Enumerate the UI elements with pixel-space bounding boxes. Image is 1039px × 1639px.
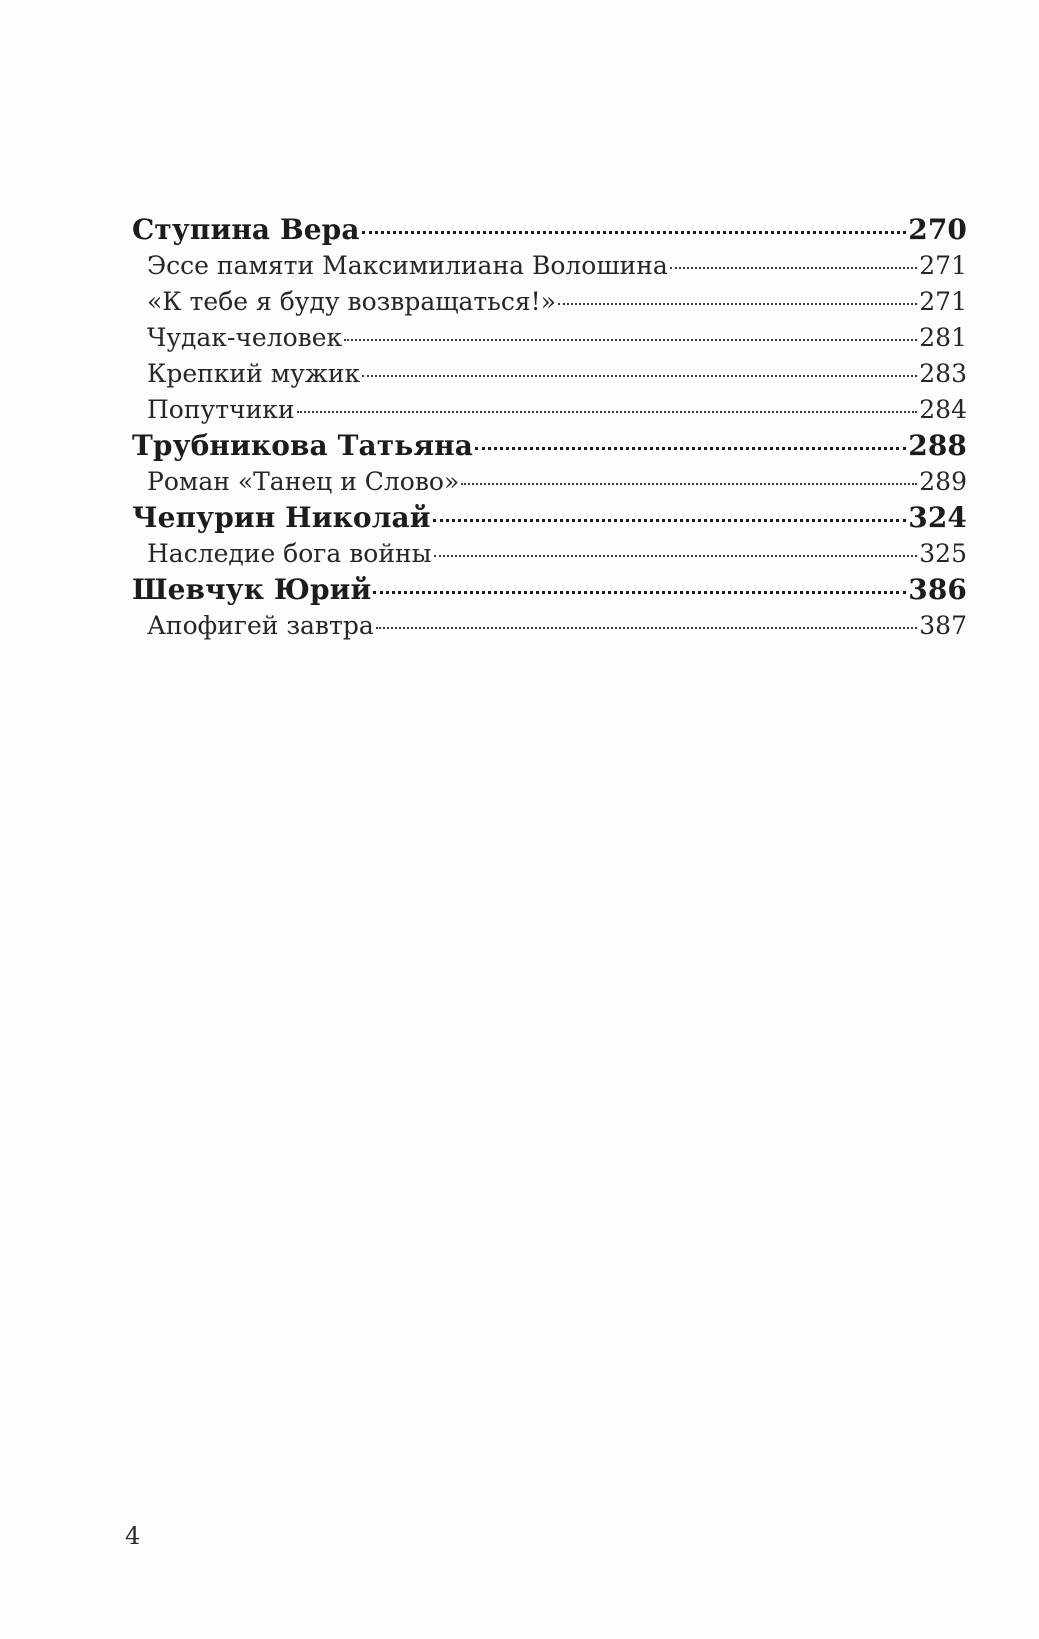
- toc-entry-title: «К тебе я буду возвращаться!»: [147, 287, 556, 316]
- toc-author-entry: [132, 212, 967, 248]
- toc-entry-page: 288: [908, 429, 967, 462]
- toc-work-entry: [132, 536, 967, 572]
- toc-entry-page: 325: [919, 539, 967, 568]
- toc-entry-title: Роман «Танец и Слово»: [147, 467, 460, 496]
- toc-entry-page: 283: [919, 359, 967, 388]
- toc-entry-title: Крепкий мужик: [147, 359, 361, 388]
- toc-entry-page: 271: [919, 287, 967, 316]
- toc-entry-title: Ступина Вера: [132, 213, 360, 246]
- dot-leader: [434, 554, 918, 557]
- dot-leader: [475, 446, 906, 450]
- toc-entry-title: Попутчики: [147, 395, 295, 424]
- dot-leader: [670, 266, 917, 269]
- toc-work-entry: [132, 320, 967, 356]
- dot-leader: [344, 338, 917, 341]
- toc-author-entry: [132, 500, 967, 536]
- toc-author-entry: [132, 428, 967, 464]
- toc-entry-title: Трубникова Татьяна: [132, 429, 473, 462]
- toc-work-entry: [132, 392, 967, 428]
- toc-entry-page: 270: [908, 213, 967, 246]
- dot-leader: [362, 230, 907, 234]
- toc-work-entry: [132, 464, 967, 500]
- dot-leader: [433, 518, 907, 522]
- toc-entry-page: 387: [919, 611, 967, 640]
- toc-entry-page: 284: [919, 395, 967, 424]
- toc-entry-page: 386: [908, 573, 967, 606]
- toc-entry-title: Апофигей завтра: [147, 611, 374, 640]
- dot-leader: [297, 410, 918, 413]
- toc-entry-title: Чепурин Николай: [132, 501, 431, 534]
- toc-entry-page: 271: [919, 251, 967, 280]
- page-number: 4: [125, 1522, 141, 1550]
- toc-author-entry: [132, 572, 967, 608]
- toc-work-entry: [132, 608, 967, 644]
- table-of-contents: [132, 212, 967, 644]
- dot-leader: [376, 626, 918, 629]
- toc-entry-title: Наследие бога войны: [147, 539, 432, 568]
- toc-entry-title: Эссе памяти Максимилиана Волошина: [147, 251, 668, 280]
- toc-entry-page: 289: [919, 467, 967, 496]
- dot-leader: [461, 482, 917, 485]
- toc-entry-page: 324: [908, 501, 967, 534]
- dot-leader: [558, 302, 917, 305]
- toc-work-entry: [132, 248, 967, 284]
- dot-leader: [373, 590, 906, 594]
- toc-work-entry: [132, 356, 967, 392]
- toc-entry-title: Чудак-человек: [147, 323, 343, 352]
- toc-work-entry: [132, 284, 967, 320]
- toc-entry-page: 281: [919, 323, 967, 352]
- dot-leader: [362, 374, 917, 377]
- toc-entry-title: Шевчук Юрий: [132, 573, 372, 606]
